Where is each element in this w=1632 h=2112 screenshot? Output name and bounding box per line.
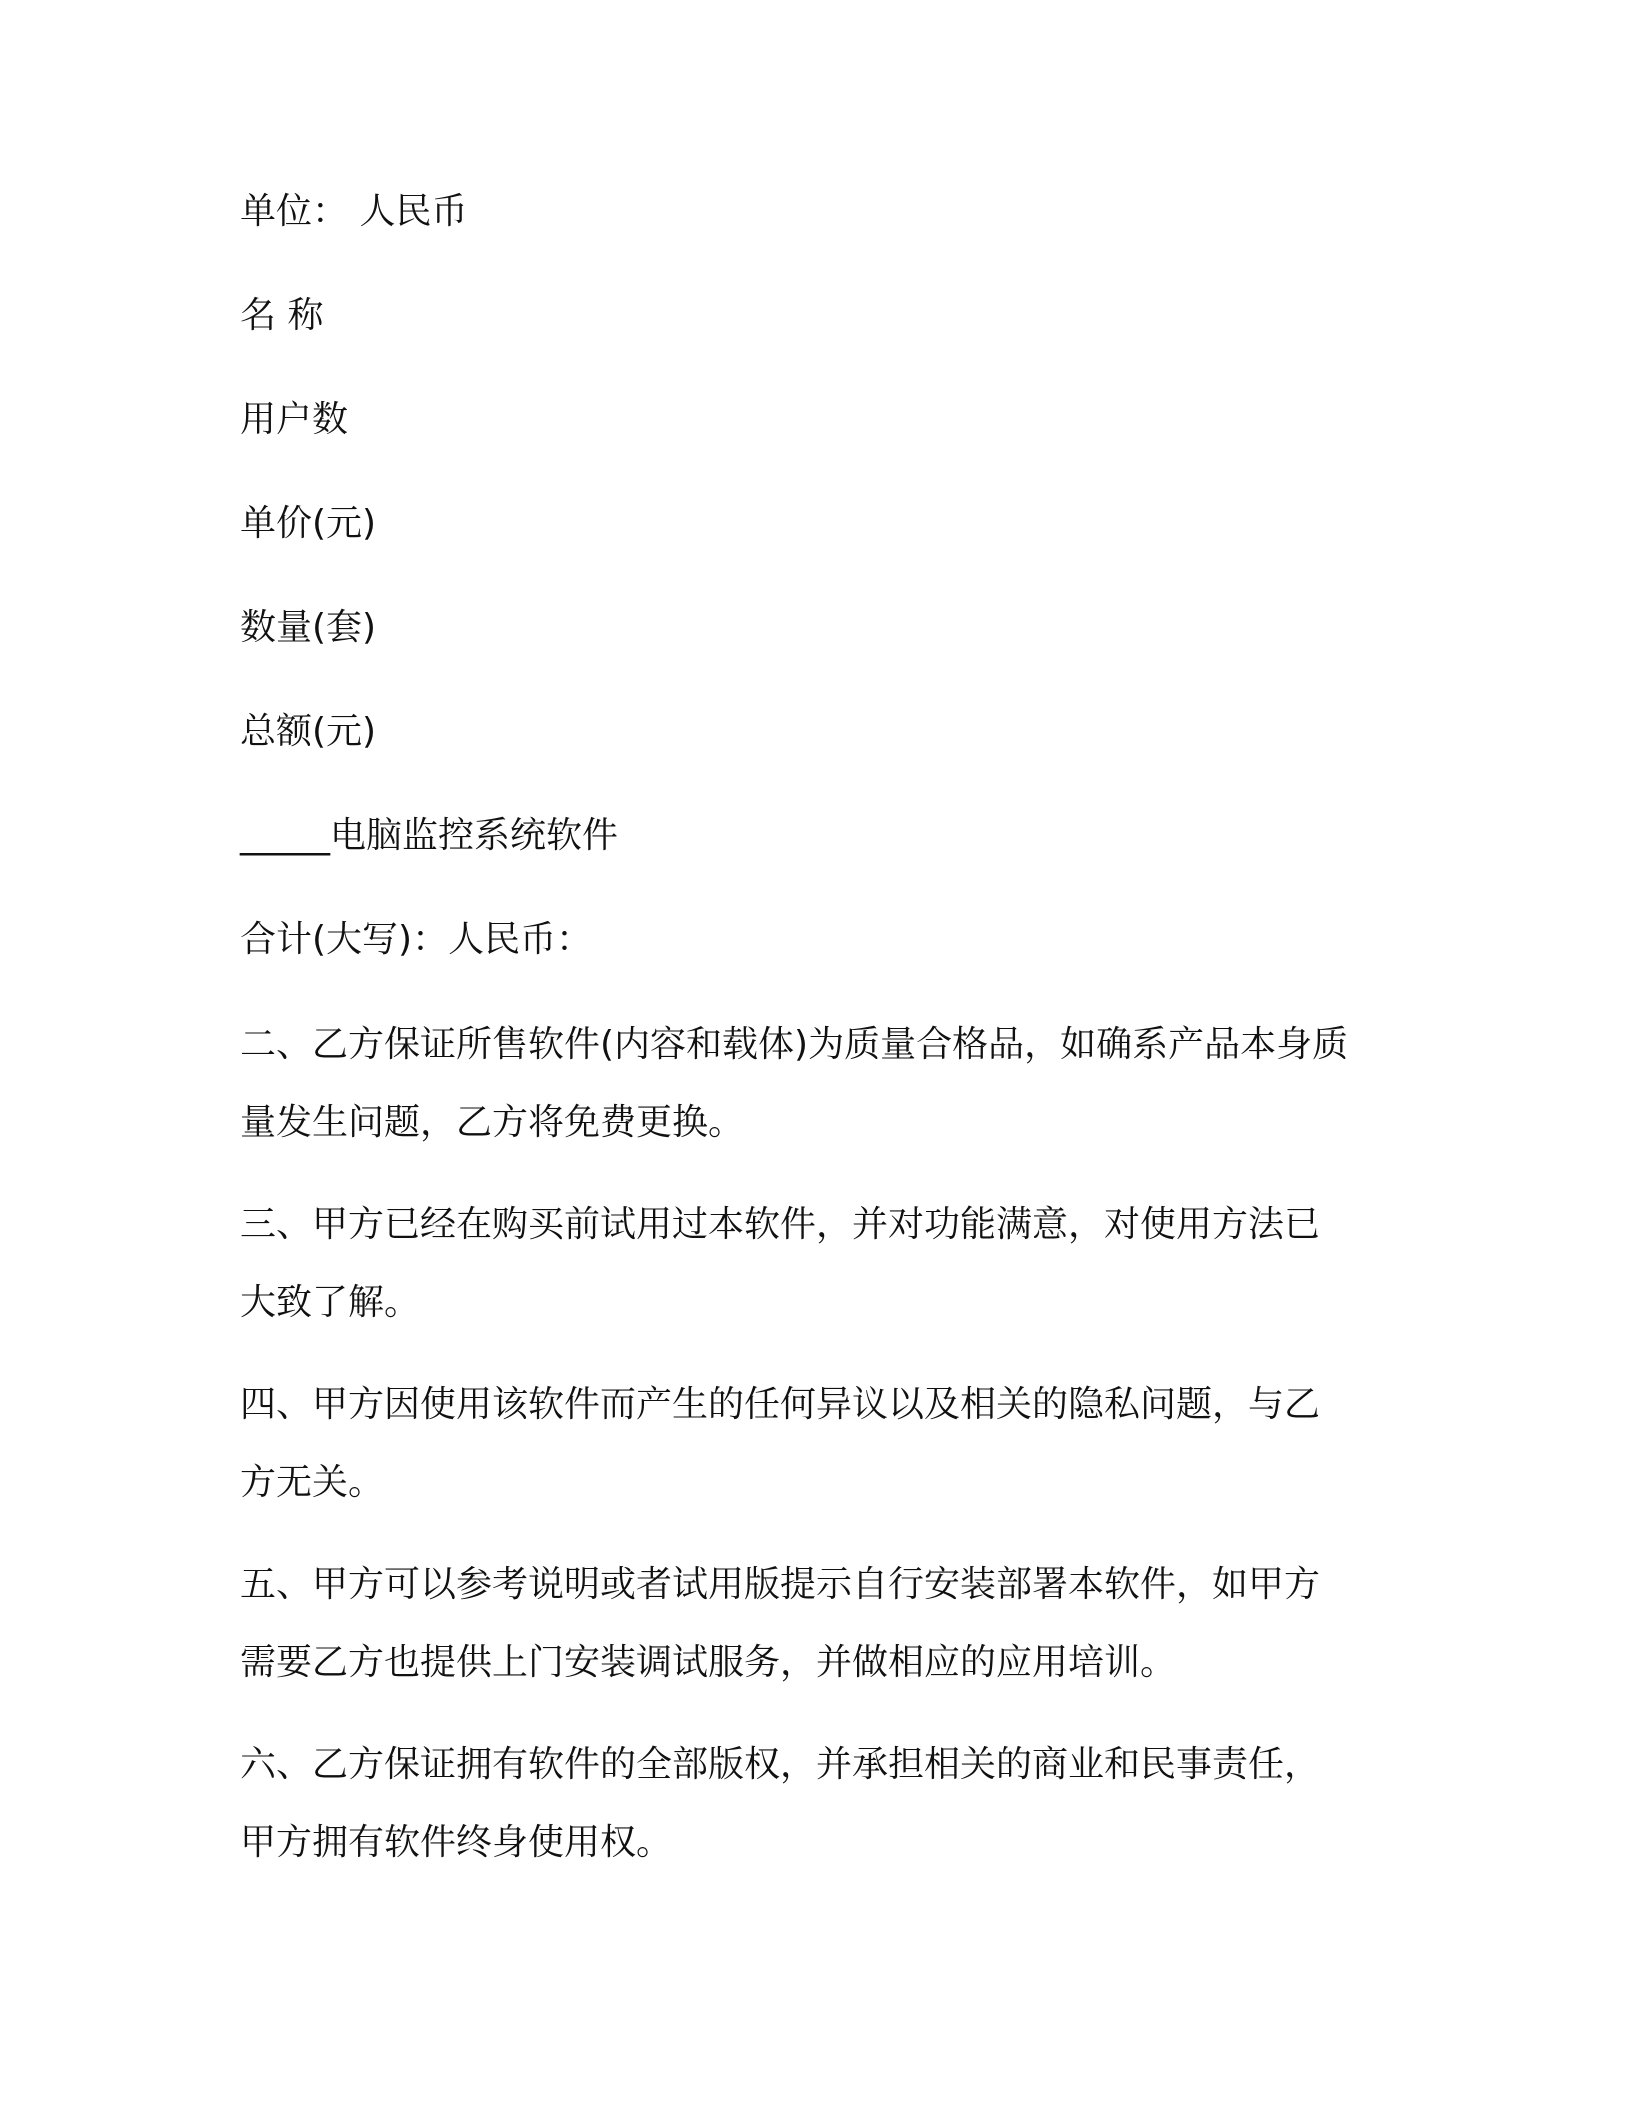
quantity-label: 数量(套)	[240, 607, 377, 648]
name-label: 名 称	[240, 295, 324, 336]
total-amount-label: 总额(元)	[240, 711, 377, 752]
clause-six: 六、乙方保证拥有软件的全部版权，并承担相关的商业和民事责任， 甲方拥有软件终身使用权。	[240, 1744, 1321, 1863]
unit-line: 单位： 人民币	[240, 191, 468, 232]
software-name-line: _____电脑监控系统软件	[240, 815, 619, 856]
clause-three: 三、甲方已经在购买前试用过本软件，并对功能满意，对使用方法已 大致了解。	[240, 1204, 1321, 1323]
total-uppercase-line: 合计(大写)：人民币：	[240, 919, 593, 960]
clause-five: 五、甲方可以参考说明或者试用版提示自行安装部署本软件，如甲方 需要乙方也提供上门安装调试服务，并做相应的应用培训。	[240, 1564, 1321, 1683]
clause-two: 二、乙方保证所售软件(内容和载体)为质量合格品，如确系产品本身质 量发生问题，乙方将免费更换。	[240, 1024, 1349, 1143]
document-body	[240, 190, 1390, 1906]
user-count-label: 用户数	[240, 399, 349, 440]
clause-four: 四、甲方因使用该软件而产生的任何异议以及相关的隐私问题，与乙 方无关。	[240, 1384, 1321, 1503]
unit-price-label: 单价(元)	[240, 503, 377, 544]
